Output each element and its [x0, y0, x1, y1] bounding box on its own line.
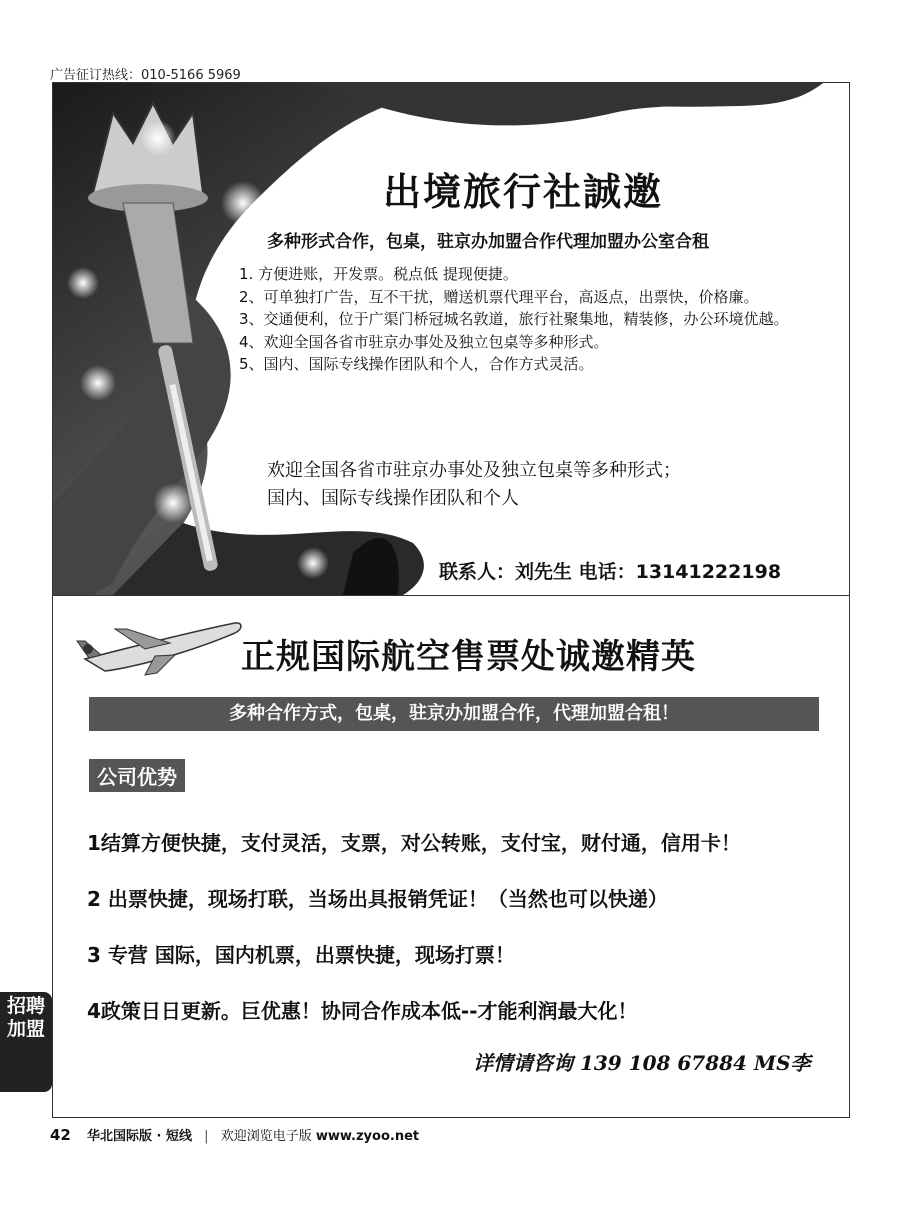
- advantage-item: 3 专营 国际，国内机票，出票快捷，现场打票！: [87, 943, 515, 967]
- section-divider: [53, 595, 849, 596]
- list-item: 5、国内、国际专线操作团队和个人，合作方式灵活。: [239, 355, 594, 373]
- advantage-item: 4政策日日更新。巨优惠！协同合作成本低--才能利润最大化！: [87, 999, 638, 1023]
- travel-agency-ad: [53, 83, 849, 595]
- page-number: 42: [50, 1126, 71, 1144]
- ad1-subtitle: 多种形式合作，包桌，驻京办加盟合作代理加盟办公室合租: [267, 232, 709, 252]
- side-tab-line: 加盟: [6, 1018, 45, 1040]
- list-item: 3、交通便利，位于广渠门桥冠城名敦道，旅行社聚集地，精装修，办公环境优越。: [239, 310, 789, 328]
- publication-name: 华北国际版 · 短线: [87, 1129, 193, 1144]
- page-footer: [50, 1125, 419, 1144]
- ad2-consult-line: 详情请咨询 139 108 67884 MS李: [473, 1051, 811, 1075]
- list-item: 4、欢迎全国各省市驻京办事处及独立包桌等多种形式。: [239, 332, 609, 351]
- handwritten-line: 国内、国际专线操作团队和个人: [267, 488, 519, 509]
- side-tab-line: 招聘: [6, 995, 45, 1017]
- list-item: 1. 方便进账，开发票。税点低 提现便捷。: [239, 265, 518, 283]
- section-tab-recruitment: [0, 992, 52, 1092]
- footer-url-link[interactable]: www.zyoo.net: [315, 1129, 420, 1144]
- ad1-title: 出境旅行社誠邀: [383, 170, 664, 214]
- ad2-title: 正规国际航空售票处诚邀精英: [241, 637, 696, 677]
- advantage-label: 公司优势: [89, 759, 185, 792]
- airplane-icon: [75, 611, 245, 681]
- footer-separator: |: [204, 1129, 209, 1144]
- handwritten-line: 欢迎全国各省市驻京办事处及独立包桌等多种形式；: [267, 460, 681, 481]
- footer-welcome: 欢迎浏览电子版: [220, 1129, 312, 1144]
- ad-frame: [52, 82, 850, 1118]
- advantage-item: 1结算方便快捷，支付灵活，支票，对公转账，支付宝，财付通，信用卡！: [87, 831, 741, 855]
- ad1-contact: 联系人：刘先生 电话：13141222198: [439, 561, 782, 583]
- ad2-cooperation-bar: 多种合作方式，包桌，驻京办加盟合作，代理加盟合租！: [89, 697, 819, 731]
- ad1-benefit-list: [239, 263, 849, 376]
- ad1-handwritten-note: [267, 457, 681, 513]
- advantage-item: 2 出票快捷，现场打联，当场出具报销凭证！（当然也可以快递）: [87, 887, 668, 911]
- hotline-text: 广告征订热线：010-5166 5969: [50, 68, 241, 83]
- list-item: 2、可单独打广告，互不干扰，赠送机票代理平台，高返点，出票快，价格廉。: [239, 287, 759, 306]
